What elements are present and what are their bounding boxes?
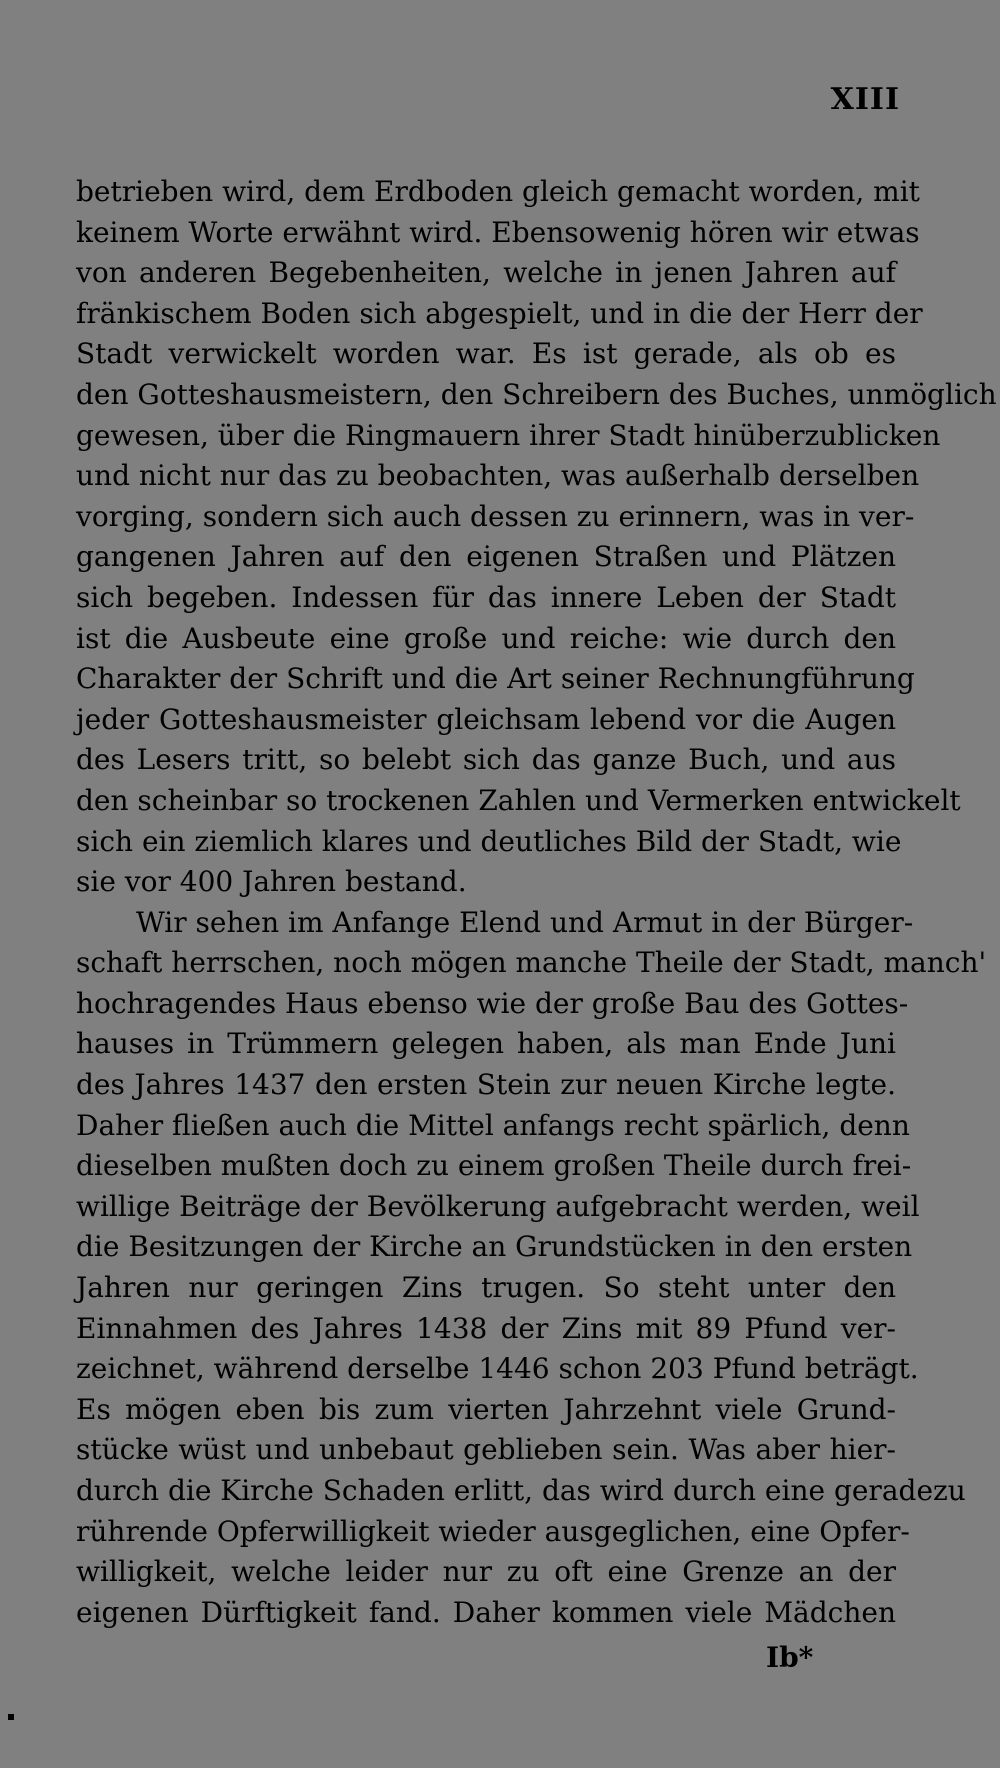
text-line: durch die Kirche Schaden erlitt, das wird durch eine geradezu (76, 1474, 966, 1507)
text-line: hauses in Trümmern gelegen haben, als man Ende Juni (76, 1027, 896, 1061)
paragraph-start-line: Wir sehen im Anfange Elend und Armut in der Bürger- (136, 905, 914, 939)
text-line: Daher fließen auch die Mittel anfangs recht spärlich, denn (76, 1108, 910, 1142)
page-number: XIII (830, 82, 900, 117)
text-line: zeichnet, während derselbe 1446 schon 203 Pfund beträgt. (76, 1352, 919, 1386)
text-line: des Jahres 1437 den ersten Stein zur neuen Kirche legte. (76, 1068, 896, 1102)
text-line: und nicht nur das zu beobachten, was außerhalb derselben (76, 459, 920, 493)
text-line: den Gotteshausmeistern, den Schreibern des Buches, unmöglich (76, 377, 997, 411)
text-line: hochragendes Haus ebenso wie der große Bau des Gottes- (76, 986, 909, 1020)
text-line: vorging, sondern sich auch dessen zu erinnern, was in ver- (76, 499, 915, 533)
text-line: schaft herrschen, noch mögen manche Theile der Stadt, manch' (76, 946, 987, 980)
text-line: Stadt verwickelt worden war. Es ist gerade, als ob es (76, 337, 896, 371)
margin-dot (8, 1714, 14, 1720)
text-line: Jahren nur geringen Zins trugen. So steht unter den (76, 1271, 896, 1305)
text-line: den scheinbar so trockenen Zahlen und Vermerken entwickelt (76, 783, 961, 817)
text-line: jeder Gotteshausmeister gleichsam lebend vor die Augen (76, 702, 896, 736)
text-line: gewesen, über die Ringmauern ihrer Stadt hinüberzublicken (76, 418, 941, 452)
text-line: betrieben wird, dem Erdboden gleich gemacht worden, mit (76, 175, 920, 208)
text-line: die Besitzungen der Kirche an Grundstücken in den ersten (76, 1230, 913, 1264)
text-line: Einnahmen des Jahres 1438 der Zins mit 89 Pfund ver- (76, 1311, 896, 1345)
text-line: Es mögen eben bis zum vierten Jahrzehnt viele Grund- (76, 1392, 896, 1426)
text-line: rührende Opferwilligkeit wieder ausgeglichen, eine Opfer- (76, 1514, 910, 1548)
paragraph-end-line: sie vor 400 Jahren bestand. (76, 865, 467, 899)
text-line: willige Beiträge der Bevölkerung aufgebracht werden, weil (76, 1189, 920, 1223)
body-text (76, 172, 997, 1633)
text-line: fränkischem Boden sich abgespielt, und in die der Herr der (76, 296, 923, 330)
text-line: Charakter der Schrift und die Art seiner Rechnungführung (76, 662, 915, 696)
text-line: willigkeit, welche leider nur zu oft eine Grenze an der (76, 1555, 896, 1589)
text-line: des Lesers tritt, so belebt sich das ganze Buch, und aus (76, 743, 896, 777)
text-line: eigenen Dürftigkeit fand. Daher kommen viele Mädchen (76, 1595, 896, 1629)
text-line: sich begeben. Indessen für das innere Leben der Stadt (76, 580, 896, 614)
text-line: dieselben mußten doch zu einem großen Theile durch frei- (76, 1149, 912, 1183)
text-line: von anderen Begebenheiten, welche in jenen Jahren auf (76, 256, 896, 290)
text-line: gangenen Jahren auf den eigenen Straßen und Plätzen (76, 540, 896, 574)
text-line: keinem Worte erwähnt wird. Ebensowenig hören wir etwas (76, 215, 920, 249)
signature-mark: Ib* (766, 1641, 814, 1674)
text-line: ist die Ausbeute eine große und reiche: wie durch den (76, 621, 896, 655)
text-line: sich ein ziemlich klares und deutliches Bild der Stadt, wie (76, 824, 902, 858)
text-line: stücke wüst und unbebaut geblieben sein. Was aber hier- (76, 1433, 896, 1467)
